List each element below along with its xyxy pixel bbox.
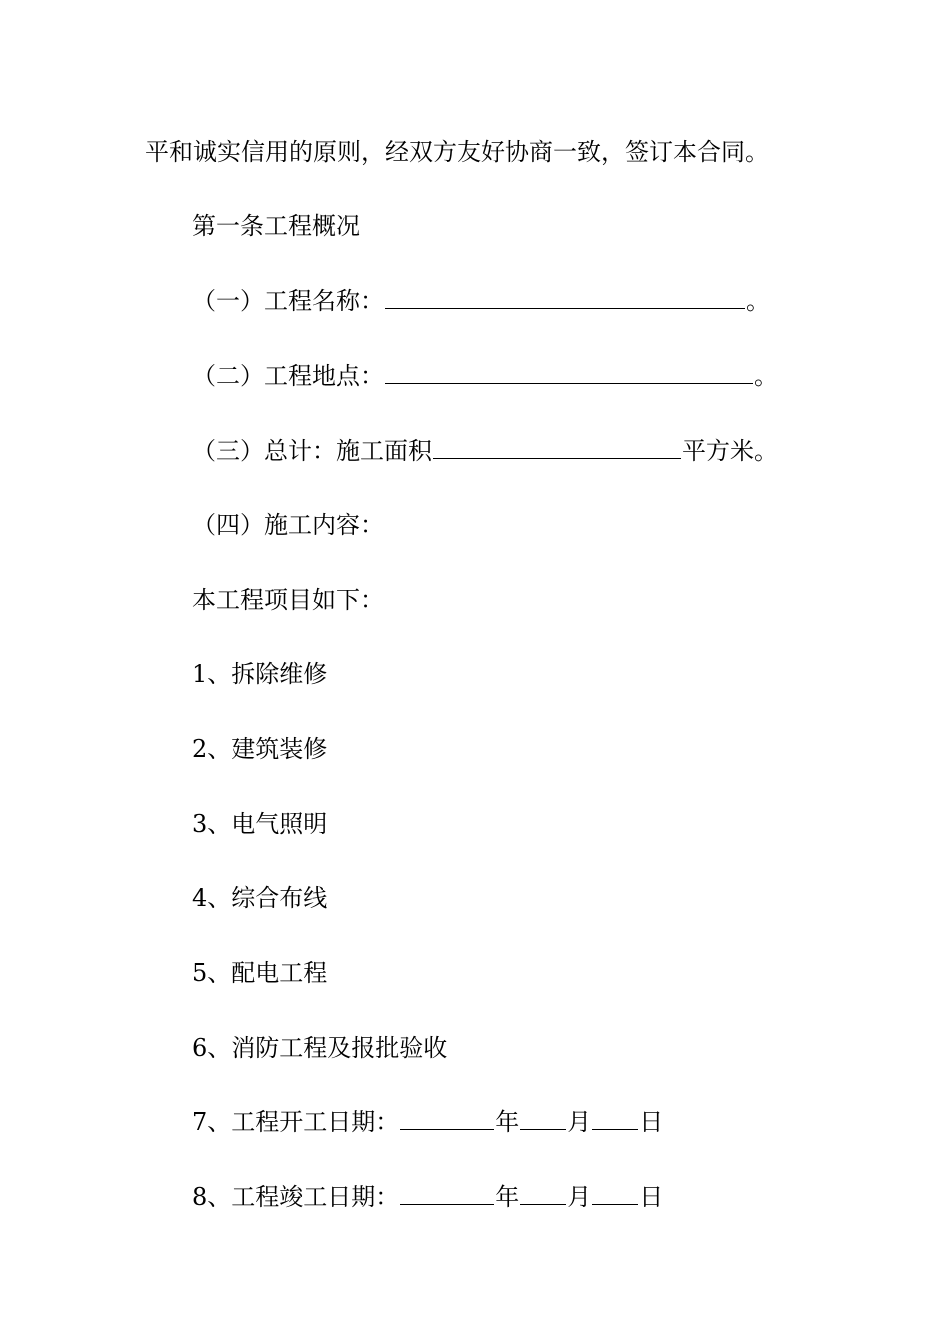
end-month-blank[interactable]: [520, 1184, 566, 1205]
project-name-blank[interactable]: [385, 288, 745, 309]
start-year-blank[interactable]: [400, 1109, 494, 1130]
project-item: 4、综合布线: [192, 884, 328, 912]
project-name-line: [192, 286, 770, 316]
article-title: 第一条工程概况: [192, 212, 360, 240]
project-item: 2、建筑装修: [192, 735, 328, 763]
construction-area-suffix: 平方米。: [682, 437, 778, 465]
end-date-label: 8、工程竣工日期：: [192, 1183, 400, 1211]
construction-area-blank[interactable]: [433, 438, 681, 459]
end-day-unit: 日: [639, 1183, 664, 1211]
project-item: 5、配电工程: [192, 959, 328, 987]
project-name-suffix: 。: [746, 287, 770, 315]
project-item: 6、消防工程及报批验收: [192, 1034, 448, 1062]
project-location-label: （二）工程地点：: [192, 362, 384, 390]
project-item: 3、电气照明: [192, 810, 328, 838]
end-date-line: [192, 1182, 663, 1212]
construction-area-label: （三）总计：施工面积: [192, 437, 432, 465]
start-date-line: [192, 1107, 663, 1137]
start-month-unit: 月: [567, 1108, 592, 1136]
start-month-blank[interactable]: [520, 1109, 566, 1130]
start-year-unit: 年: [495, 1108, 520, 1136]
start-date-label: 7、工程开工日期：: [192, 1108, 400, 1136]
construction-content-label: （四）施工内容：: [192, 511, 384, 539]
project-location-line: [192, 361, 778, 391]
project-item: 1、拆除维修: [192, 660, 328, 688]
construction-area-line: [192, 436, 778, 466]
end-day-blank[interactable]: [592, 1184, 638, 1205]
project-location-blank[interactable]: [385, 363, 753, 384]
start-day-unit: 日: [639, 1108, 664, 1136]
project-name-label: （一）工程名称：: [192, 287, 384, 315]
project-location-suffix: 。: [754, 362, 778, 390]
intro-line: 平和诚实信用的原则，经双方友好协商一致，签订本合同。: [145, 138, 769, 166]
start-day-blank[interactable]: [592, 1109, 638, 1130]
projects-heading: 本工程项目如下：: [192, 586, 384, 614]
end-year-blank[interactable]: [400, 1184, 494, 1205]
end-year-unit: 年: [495, 1183, 520, 1211]
end-month-unit: 月: [567, 1183, 592, 1211]
